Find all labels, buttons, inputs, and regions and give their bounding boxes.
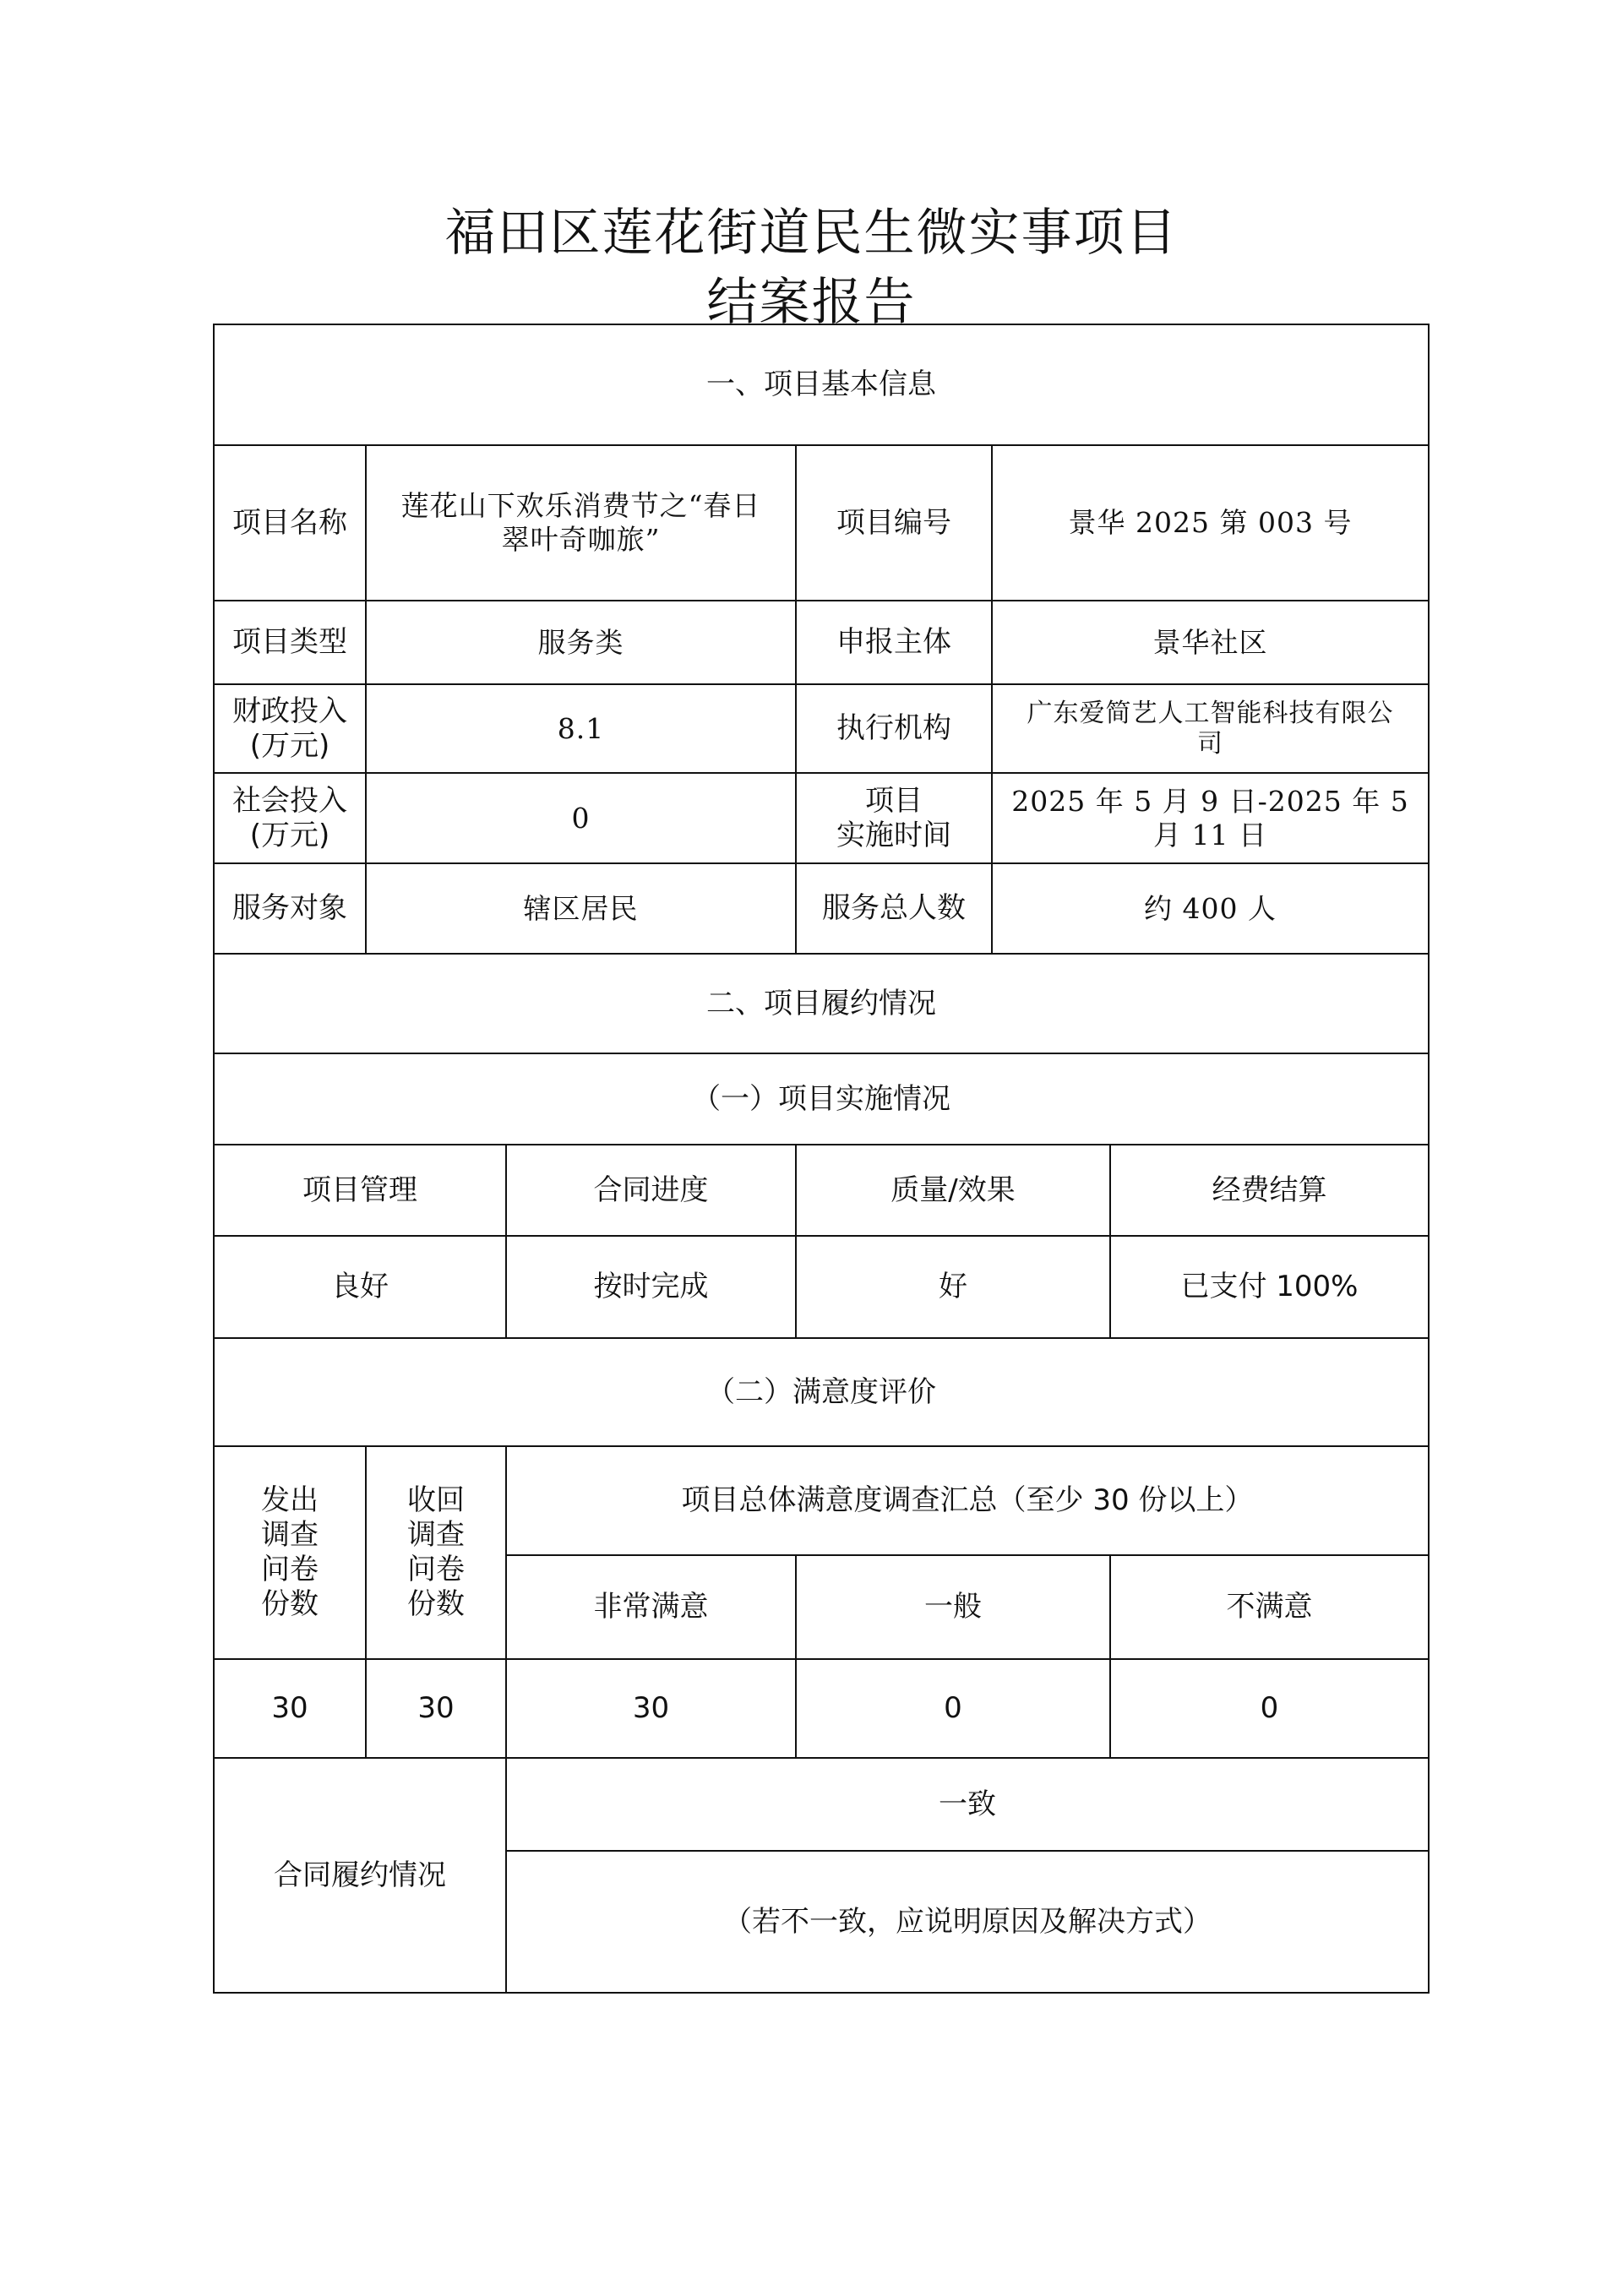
- project-name-line1: 莲花山下欢乐消费节之“春日: [400, 489, 761, 523]
- executor-line1: 广东爱简艺人工智能科技有限公: [1027, 698, 1394, 728]
- label-project-name: 项目名称: [214, 445, 366, 601]
- fiscal-label-line1: 财政投入: [232, 694, 347, 728]
- label-returned-surveys: [366, 1446, 506, 1659]
- label-contract-performance: 合同履约情况: [214, 1758, 506, 1993]
- label-executor: 执行机构: [796, 684, 992, 773]
- survey-header-average: 一般: [796, 1555, 1110, 1659]
- value-project-name: [366, 445, 796, 601]
- label-social-input: [214, 773, 366, 863]
- returned-label-line: 调查: [407, 1518, 465, 1553]
- label-applicant: 申报主体: [796, 601, 992, 684]
- survey-summary-label: 项目总体满意度调查汇总（至少 30 份以上）: [506, 1446, 1429, 1555]
- value-period: [992, 773, 1429, 863]
- period-value-line1: 2025 年 5 月 9 日-2025 年 5: [1011, 784, 1409, 818]
- value-fiscal-input: 8.1: [366, 684, 796, 773]
- label-fiscal-input: [214, 684, 366, 773]
- label-total-served: 服务总人数: [796, 863, 992, 954]
- value-project-type: 服务类: [366, 601, 796, 684]
- issued-label-line: 调查: [261, 1518, 319, 1553]
- value-returned-surveys: 30: [366, 1659, 506, 1758]
- value-service-target: 辖区居民: [366, 863, 796, 954]
- issued-label-line: 问卷: [261, 1553, 319, 1586]
- impl-header: 质量/效果: [796, 1145, 1110, 1236]
- label-period: [796, 773, 992, 863]
- value-total-served: 约 400 人: [992, 863, 1429, 954]
- subsection-heading-implementation: （一）项目实施情况: [214, 1053, 1429, 1145]
- period-value-line2: 月 11 日: [1153, 818, 1267, 851]
- value-contract-performance: 一致: [506, 1758, 1429, 1851]
- project-name-line2: 翠叶奇咖旅”: [501, 523, 661, 556]
- returned-label-line: 收回: [407, 1483, 465, 1518]
- social-label-line2: (万元): [249, 818, 330, 852]
- social-label-line1: 社会投入: [232, 783, 347, 818]
- label-project-no: 项目编号: [796, 445, 992, 601]
- value-executor: [992, 684, 1429, 773]
- issued-label-line: 份数: [261, 1586, 319, 1621]
- impl-value: 按时完成: [506, 1236, 796, 1338]
- value-applicant: 景华社区: [992, 601, 1429, 684]
- value-average: 0: [796, 1659, 1110, 1758]
- impl-value: 好: [796, 1236, 1110, 1338]
- subsection-heading-satisfaction: （二）满意度评价: [214, 1338, 1429, 1446]
- period-label-line2: 实施时间: [836, 818, 951, 852]
- survey-header-unsatisfied: 不满意: [1110, 1555, 1429, 1659]
- impl-header: 经费结算: [1110, 1145, 1429, 1236]
- impl-header: 项目管理: [214, 1145, 506, 1236]
- document-title: 福田区莲花街道民生微实事项目: [444, 204, 1179, 263]
- executor-line2: 司: [1197, 728, 1223, 759]
- label-project-type: 项目类型: [214, 601, 366, 684]
- label-service-target: 服务对象: [214, 863, 366, 954]
- period-label-line1: 项目: [865, 783, 923, 818]
- section-heading-performance: 二、项目履约情况: [214, 954, 1429, 1053]
- survey-header-very-satisfied: 非常满意: [506, 1555, 796, 1659]
- returned-label-line: 份数: [407, 1586, 465, 1621]
- value-unsatisfied: 0: [1110, 1659, 1429, 1758]
- impl-value: 已支付 100%: [1110, 1236, 1429, 1338]
- value-social-input: 0: [366, 773, 796, 863]
- issued-label-line: 发出: [261, 1483, 319, 1518]
- document-subtitle: 结案报告: [706, 273, 917, 332]
- label-issued-surveys: [214, 1446, 366, 1659]
- fiscal-label-line2: (万元): [249, 728, 330, 763]
- contract-note: （若不一致，应说明原因及解决方式）: [506, 1851, 1429, 1993]
- returned-label-line: 问卷: [407, 1553, 465, 1586]
- value-project-no: 景华 2025 第 003 号: [992, 445, 1429, 601]
- report-table: [213, 324, 1430, 1994]
- impl-value: 良好: [214, 1236, 506, 1338]
- impl-header: 合同进度: [506, 1145, 796, 1236]
- section-heading-basic-info: 一、项目基本信息: [214, 324, 1429, 445]
- value-issued-surveys: 30: [214, 1659, 366, 1758]
- value-very-satisfied: 30: [506, 1659, 796, 1758]
